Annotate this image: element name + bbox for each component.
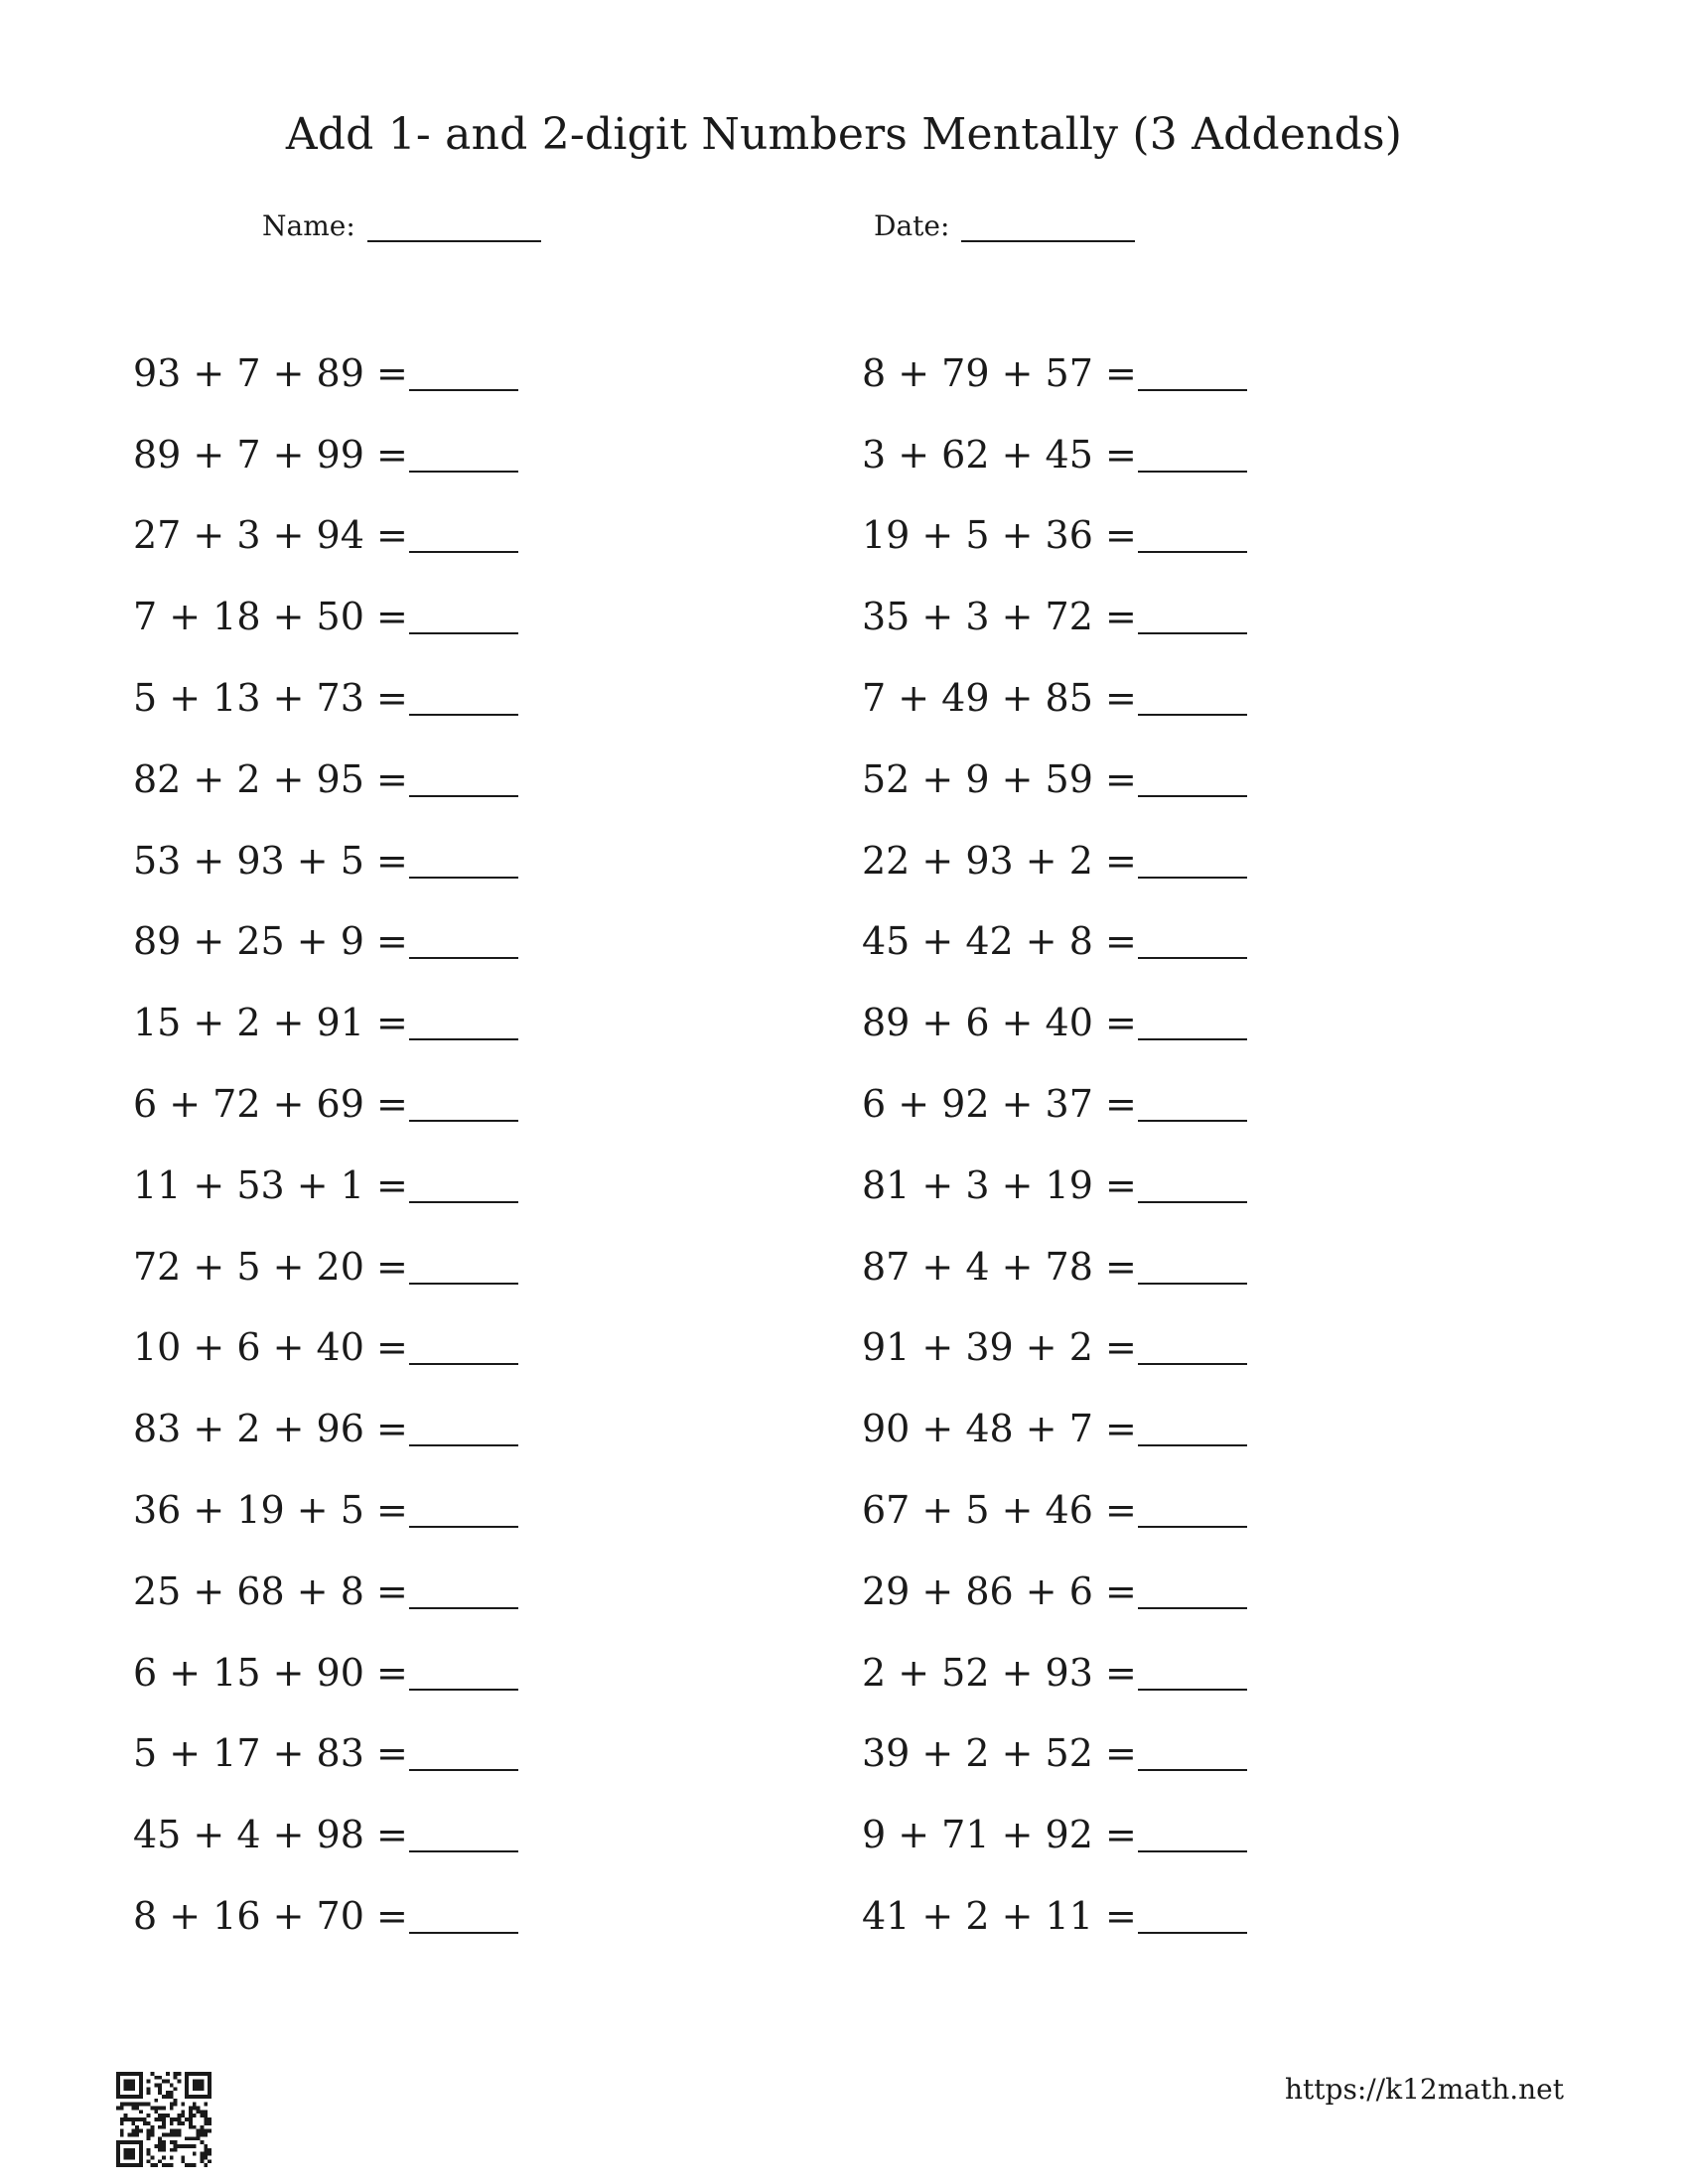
problem-item-left-3 bbox=[133, 495, 518, 577]
answer-blank[interactable] bbox=[409, 1663, 518, 1691]
name-field bbox=[262, 209, 541, 242]
problem-item-right-13 bbox=[862, 1307, 1247, 1389]
problem-expression: 90 + 48 + 7 = bbox=[862, 1407, 1137, 1451]
answer-blank[interactable] bbox=[409, 1013, 518, 1040]
problem-item-left-20 bbox=[133, 1875, 518, 1957]
answer-blank[interactable] bbox=[1138, 1419, 1247, 1446]
problem-expression: 91 + 39 + 2 = bbox=[862, 1325, 1137, 1370]
problem-item-right-3 bbox=[862, 495, 1247, 577]
problem-expression: 89 + 7 + 99 = bbox=[133, 432, 408, 477]
problem-expression: 41 + 2 + 11 = bbox=[862, 1894, 1137, 1939]
problems-column-left bbox=[133, 333, 518, 1957]
date-field bbox=[874, 209, 1135, 242]
problem-item-right-16 bbox=[862, 1551, 1247, 1632]
answer-blank[interactable] bbox=[409, 1825, 518, 1852]
problem-item-left-4 bbox=[133, 576, 518, 657]
answer-blank[interactable] bbox=[1138, 1013, 1247, 1040]
answer-blank[interactable] bbox=[1138, 445, 1247, 473]
problem-expression: 8 + 16 + 70 = bbox=[133, 1894, 408, 1939]
problem-item-right-20 bbox=[862, 1875, 1247, 1957]
name-label: Name: bbox=[262, 209, 355, 242]
answer-blank[interactable] bbox=[1138, 607, 1247, 634]
problem-item-left-10 bbox=[133, 1063, 518, 1145]
problem-item-left-19 bbox=[133, 1794, 518, 1875]
answer-blank[interactable] bbox=[1138, 1337, 1247, 1365]
answer-blank[interactable] bbox=[1138, 769, 1247, 797]
answer-blank[interactable] bbox=[409, 525, 518, 553]
answer-blank[interactable] bbox=[409, 1419, 518, 1446]
problem-expression: 5 + 13 + 73 = bbox=[133, 676, 408, 721]
problem-item-left-16 bbox=[133, 1551, 518, 1632]
answer-blank[interactable] bbox=[1138, 1663, 1247, 1691]
problem-expression: 9 + 71 + 92 = bbox=[862, 1813, 1137, 1857]
problem-expression: 93 + 7 + 89 = bbox=[133, 350, 408, 395]
problem-item-right-15 bbox=[862, 1469, 1247, 1551]
problem-item-left-5 bbox=[133, 657, 518, 739]
problem-expression: 25 + 68 + 8 = bbox=[133, 1569, 408, 1613]
problem-item-right-17 bbox=[862, 1632, 1247, 1713]
answer-blank[interactable] bbox=[409, 688, 518, 716]
problem-item-right-5 bbox=[862, 657, 1247, 739]
problem-item-right-6 bbox=[862, 739, 1247, 820]
problem-expression: 5 + 17 + 83 = bbox=[133, 1731, 408, 1776]
qr-code-icon bbox=[116, 2072, 211, 2167]
problem-expression: 6 + 15 + 90 = bbox=[133, 1650, 408, 1695]
problem-item-left-6 bbox=[133, 739, 518, 820]
problem-expression: 39 + 2 + 52 = bbox=[862, 1731, 1137, 1776]
problem-expression: 15 + 2 + 91 = bbox=[133, 1001, 408, 1045]
answer-blank[interactable] bbox=[409, 1337, 518, 1365]
worksheet-title: Add 1- and 2-digit Numbers Mentally (3 Addends) bbox=[285, 109, 1403, 160]
name-blank-line[interactable] bbox=[367, 216, 541, 242]
problem-item-left-7 bbox=[133, 820, 518, 901]
problem-expression: 53 + 93 + 5 = bbox=[133, 838, 408, 883]
answer-blank[interactable] bbox=[409, 769, 518, 797]
problem-expression: 67 + 5 + 46 = bbox=[862, 1488, 1137, 1533]
problem-expression: 82 + 2 + 95 = bbox=[133, 756, 408, 801]
problem-item-left-18 bbox=[133, 1713, 518, 1795]
problem-item-left-11 bbox=[133, 1145, 518, 1226]
answer-blank[interactable] bbox=[409, 1175, 518, 1203]
problem-item-left-13 bbox=[133, 1307, 518, 1389]
answer-blank[interactable] bbox=[409, 851, 518, 879]
problem-expression: 8 + 79 + 57 = bbox=[862, 350, 1137, 395]
answer-blank[interactable] bbox=[409, 607, 518, 634]
problem-item-left-15 bbox=[133, 1469, 518, 1551]
footer-url: https://k12math.net bbox=[1284, 2073, 1564, 2106]
problem-item-left-14 bbox=[133, 1388, 518, 1469]
answer-blank[interactable] bbox=[409, 1500, 518, 1528]
answer-blank[interactable] bbox=[1138, 931, 1247, 959]
problem-item-left-2 bbox=[133, 414, 518, 495]
problem-expression: 19 + 5 + 36 = bbox=[862, 513, 1137, 558]
problem-item-right-2 bbox=[862, 414, 1247, 495]
problem-expression: 89 + 25 + 9 = bbox=[133, 919, 408, 964]
answer-blank[interactable] bbox=[409, 1581, 518, 1609]
problem-item-right-1 bbox=[862, 333, 1247, 414]
problem-expression: 10 + 6 + 40 = bbox=[133, 1325, 408, 1370]
answer-blank[interactable] bbox=[1138, 688, 1247, 716]
answer-blank[interactable] bbox=[1138, 1257, 1247, 1285]
date-blank-line[interactable] bbox=[961, 216, 1135, 242]
problem-item-right-11 bbox=[862, 1145, 1247, 1226]
problem-expression: 52 + 9 + 59 = bbox=[862, 756, 1137, 801]
problem-expression: 45 + 4 + 98 = bbox=[133, 1813, 408, 1857]
problem-expression: 81 + 3 + 19 = bbox=[862, 1162, 1137, 1207]
answer-blank[interactable] bbox=[409, 445, 518, 473]
answer-blank[interactable] bbox=[1138, 1500, 1247, 1528]
problem-expression: 2 + 52 + 93 = bbox=[862, 1650, 1137, 1695]
problem-item-right-18 bbox=[862, 1713, 1247, 1795]
answer-blank[interactable] bbox=[1138, 1825, 1247, 1852]
answer-blank[interactable] bbox=[409, 1094, 518, 1122]
problem-item-right-12 bbox=[862, 1226, 1247, 1307]
answer-blank[interactable] bbox=[1138, 1906, 1247, 1934]
problem-expression: 35 + 3 + 72 = bbox=[862, 595, 1137, 639]
answer-blank[interactable] bbox=[1138, 363, 1247, 391]
problem-expression: 83 + 2 + 96 = bbox=[133, 1407, 408, 1451]
answer-blank[interactable] bbox=[1138, 1094, 1247, 1122]
answer-blank[interactable] bbox=[1138, 1175, 1247, 1203]
problem-expression: 3 + 62 + 45 = bbox=[862, 432, 1137, 477]
answer-blank[interactable] bbox=[409, 1257, 518, 1285]
answer-blank[interactable] bbox=[409, 1743, 518, 1771]
answer-blank[interactable] bbox=[1138, 525, 1247, 553]
problem-item-right-7 bbox=[862, 820, 1247, 901]
problem-item-right-10 bbox=[862, 1063, 1247, 1145]
answer-blank[interactable] bbox=[409, 363, 518, 391]
problem-expression: 45 + 42 + 8 = bbox=[862, 919, 1137, 964]
problem-expression: 6 + 92 + 37 = bbox=[862, 1082, 1137, 1127]
problem-expression: 29 + 86 + 6 = bbox=[862, 1569, 1137, 1613]
problem-item-left-1 bbox=[133, 333, 518, 414]
problem-item-right-14 bbox=[862, 1388, 1247, 1469]
problem-expression: 22 + 93 + 2 = bbox=[862, 838, 1137, 883]
problem-item-right-19 bbox=[862, 1794, 1247, 1875]
answer-blank[interactable] bbox=[1138, 1581, 1247, 1609]
problem-expression: 7 + 18 + 50 = bbox=[133, 595, 408, 639]
problem-expression: 72 + 5 + 20 = bbox=[133, 1244, 408, 1289]
answer-blank[interactable] bbox=[409, 1906, 518, 1934]
problem-expression: 7 + 49 + 85 = bbox=[862, 676, 1137, 721]
answer-blank[interactable] bbox=[409, 931, 518, 959]
problem-item-left-9 bbox=[133, 982, 518, 1063]
problem-item-right-8 bbox=[862, 901, 1247, 983]
date-label: Date: bbox=[874, 209, 950, 242]
problem-expression: 27 + 3 + 94 = bbox=[133, 513, 408, 558]
answer-blank[interactable] bbox=[1138, 851, 1247, 879]
problem-item-left-8 bbox=[133, 901, 518, 983]
problem-expression: 89 + 6 + 40 = bbox=[862, 1001, 1137, 1045]
problem-item-right-9 bbox=[862, 982, 1247, 1063]
problem-expression: 11 + 53 + 1 = bbox=[133, 1162, 408, 1207]
problem-item-left-17 bbox=[133, 1632, 518, 1713]
problems-column-right bbox=[862, 333, 1247, 1957]
answer-blank[interactable] bbox=[1138, 1743, 1247, 1771]
problem-item-left-12 bbox=[133, 1226, 518, 1307]
problem-item-right-4 bbox=[862, 576, 1247, 657]
problem-expression: 87 + 4 + 78 = bbox=[862, 1244, 1137, 1289]
problem-expression: 36 + 19 + 5 = bbox=[133, 1488, 408, 1533]
problem-expression: 6 + 72 + 69 = bbox=[133, 1082, 408, 1127]
